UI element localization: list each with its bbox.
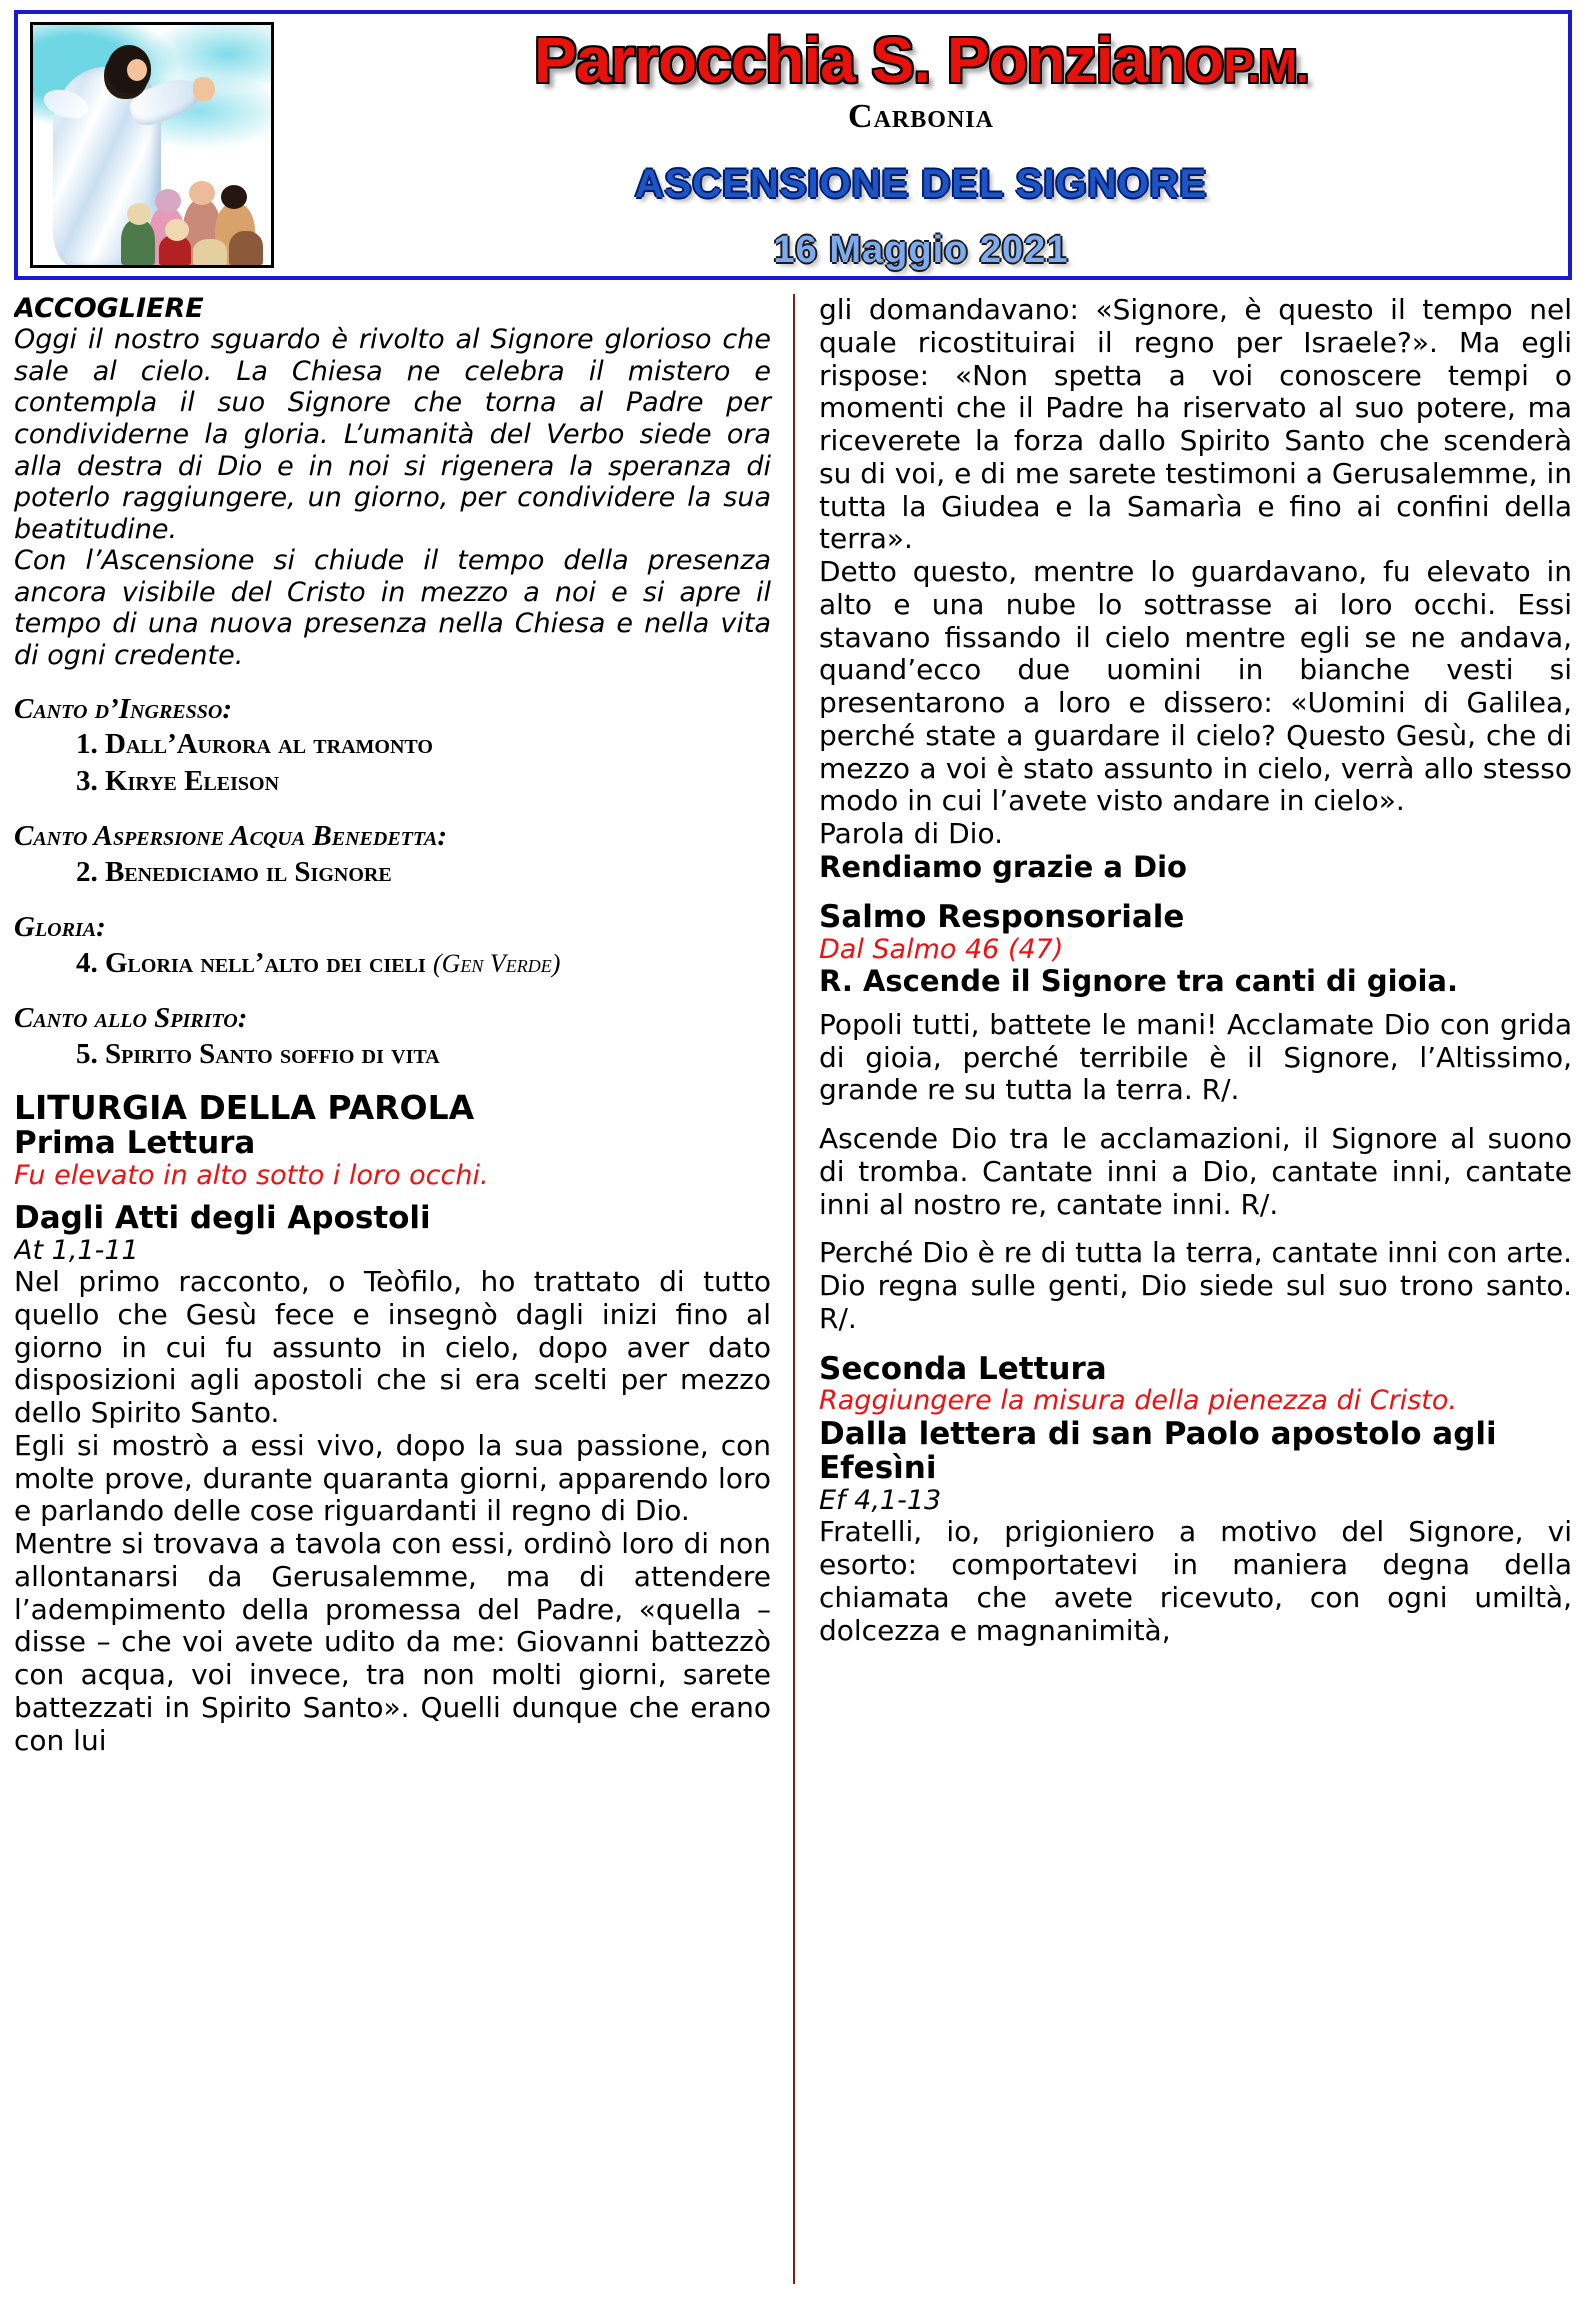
seconda-lettura-reference: Ef 4,1-13: [819, 1485, 942, 1517]
salmo-strophe: Perché Dio è re di tutta la terra, cantate inni con arte. Dio regna sulle genti, Dio siede sul suo trono santo. R/.: [819, 1236, 1572, 1335]
canto-ingresso-item: 3. Kirye Eleison: [76, 764, 280, 797]
crowd-of-disciples: [33, 173, 271, 265]
header-banner: [14, 10, 1572, 280]
crowd-head: [221, 185, 247, 209]
left-column: [14, 294, 793, 2284]
prima-lettura-reference: At 1,1-11: [14, 1235, 139, 1266]
content-columns: [14, 294, 1572, 2284]
prima-lettura-rubric: Fu elevato in alto sotto i loro occhi.: [14, 1160, 489, 1192]
parola-di-dio: Parola di Dio.: [819, 817, 1003, 850]
crowd-figure: [121, 219, 155, 265]
salmo-strophe: Popoli tutti, battete le mani! Acclamate Dio con grida di gioia, perché terribile è il Signore, l’Altissimo, grande re su tutta la terra. R/.: [819, 1007, 1572, 1107]
prima-lettura-paragraph-1: Nel primo racconto, o Teòfilo, ho trattato di tutto quello che Gesù fece e insegnò dagli inizi fino al giorno in cui fu assunto in cielo, dopo aver dato disposizioni agli apostoli che si era scelti per mezzo dello Spirito Santo.: [14, 1265, 771, 1430]
crowd-head: [127, 203, 151, 225]
gloria-item-source: (Gen Verde): [432, 948, 561, 978]
header-text-block: [274, 14, 1568, 276]
spirito-item: 5. Spirito Santo soffio di vita: [76, 1037, 440, 1070]
crowd-figure: [193, 239, 227, 265]
salmo-title: Salmo Responsoriale: [819, 899, 1185, 936]
salmo-strophe: Ascende Dio tra le acclamazioni, il Signore al suono di tromba. Cantate inni a Dio, cantate inni, cantate inni al nostro re, cantate inni. R/.: [819, 1122, 1572, 1221]
rendiamo-grazie-response: Rendiamo grazie a Dio: [819, 849, 1187, 884]
page-title: [534, 24, 1308, 96]
date-label: 16 Maggio 2021: [773, 229, 1069, 271]
liturgia-title: LITURGIA DELLA PAROLA: [14, 1088, 475, 1128]
salmo-rubric: Dal Salmo 46 (47): [819, 933, 1064, 965]
accogliere-paragraph-1: Oggi il nostro sguardo è rivolto al Signore glorioso che sale al cielo. La Chiesa ne celebra il mistero e contempla il suo Signore che torna al Padre per condividerne la gloria. L’umanità del Verbo siede ora alla destra di Dio e in noi si rigenera la speranza di poterlo raggiungere, un giorno, per condividere la sua beatitudine.: [14, 324, 771, 545]
canto-ingresso-item: 1. Dall’Aurora al tramonto: [76, 728, 433, 761]
crowd-head: [155, 189, 181, 213]
right-column: [793, 294, 1572, 2284]
spacer: [819, 884, 1572, 900]
canto-ingresso-label: Canto d’Ingresso:: [14, 692, 232, 725]
parish-name-suffix: P.M.: [1223, 40, 1308, 92]
parish-name: Parrocchia S. Ponziano: [534, 24, 1224, 96]
jesus-hand: [193, 77, 215, 101]
crowd-head: [189, 181, 215, 205]
aspersione-item: 2. Benediciamo il Signore: [76, 855, 392, 888]
prima-lettura-continuation-2: Detto questo, mentre lo guardavano, fu elevato in alto e una nube lo sottrasse ai loro occhi. Essi stavano fissando il cielo mentre egli se ne andava, quand’ecco due uomini in bianche vesti si presentarono a loro e dissero: «Uomini di Galilea, perché state a guardare il cielo? Questo Gesù, che di mezzo a voi è stato assunto in cielo, verrà allo stesso modo in cui l’avete visto andare in cielo».: [819, 555, 1572, 818]
aspersione-label: Canto Aspersione Acqua Benedetta:: [14, 819, 448, 852]
prima-lettura-paragraph-2: Egli si mostrò a essi vivo, dopo la sua passione, con molte prove, durante quaranta giorni, apparendo loro e parlando delle cose riguardanti il regno di Dio.: [14, 1428, 771, 1528]
seconda-lettura-rubric: Raggiungere la misura della pienezza di Cristo.: [819, 1385, 1457, 1417]
gloria-label: Gloria:: [14, 910, 106, 943]
prima-lettura-continuation-1: gli domandavano: «Signore, è questo il tempo nel quale ricostituirai il regno per Israele?». Ma egli rispose: «Non spetta a voi conoscere tempi o momenti che il Padre ha riservato al suo potere, ma riceverete la forza dallo Spirito Santo che scenderà su di voi, e di me sarete testimoni a Gerusalemme, in tutta la Giudea e la Samarìa e fino ai confini della terra».: [819, 294, 1572, 556]
gloria-item: [76, 945, 771, 981]
gloria-item-text: 4. Gloria nell’alto dei cieli: [76, 946, 426, 979]
prima-lettura-paragraph-3: Mentre si trovava a tavola con essi, ordinò loro di non allontanarsi da Gerusalemme, ma di attendere l’adempimento della promessa del Padre, «quella – disse – che voi avete udito da me: Giovanni battezzò con acqua, voi invece, tra non molti giorni, sarete battezzati in Spirito Santo». Quelli dunque che erano con lui: [14, 1527, 771, 1757]
accogliere-paragraph-2: Con l’Ascensione si chiude il tempo della presenza ancora visibile del Cristo in mezzo a noi e si apre il tempo di una nuova presenza nella Chiesa e nella vita di ogni credente.: [14, 545, 771, 672]
seconda-lettura-title: Seconda Lettura: [819, 1350, 1107, 1387]
accogliere-heading: ACCOGLIERE: [14, 294, 204, 324]
seconda-lettura-paragraph-1: Fratelli, io, prigioniero a motivo del Signore, vi esorto: comportatevi in maniera degna della chiamata che avete ricevuto, con ogni umiltà, dolcezza e magnanimità,: [819, 1515, 1572, 1647]
city-name: Carbonia: [848, 98, 994, 135]
feast-title: ASCENSIONE DEL SIGNORE: [634, 162, 1208, 206]
crowd-figure: [229, 231, 263, 265]
seconda-lettura-source: Dalla lettera di san Paolo apostolo agli Efesìni: [819, 1415, 1497, 1487]
prima-lettura-source: Dagli Atti degli Apostoli: [14, 1200, 431, 1237]
jesus-face: [127, 59, 147, 81]
spirito-label: Canto allo Spirito:: [14, 1001, 248, 1034]
ascension-illustration: [30, 22, 274, 268]
salmo-response: R. Ascende il Signore tra canti di gioia.: [819, 964, 1458, 999]
crowd-head: [165, 219, 189, 241]
prima-lettura-title: Prima Lettura: [14, 1125, 256, 1162]
